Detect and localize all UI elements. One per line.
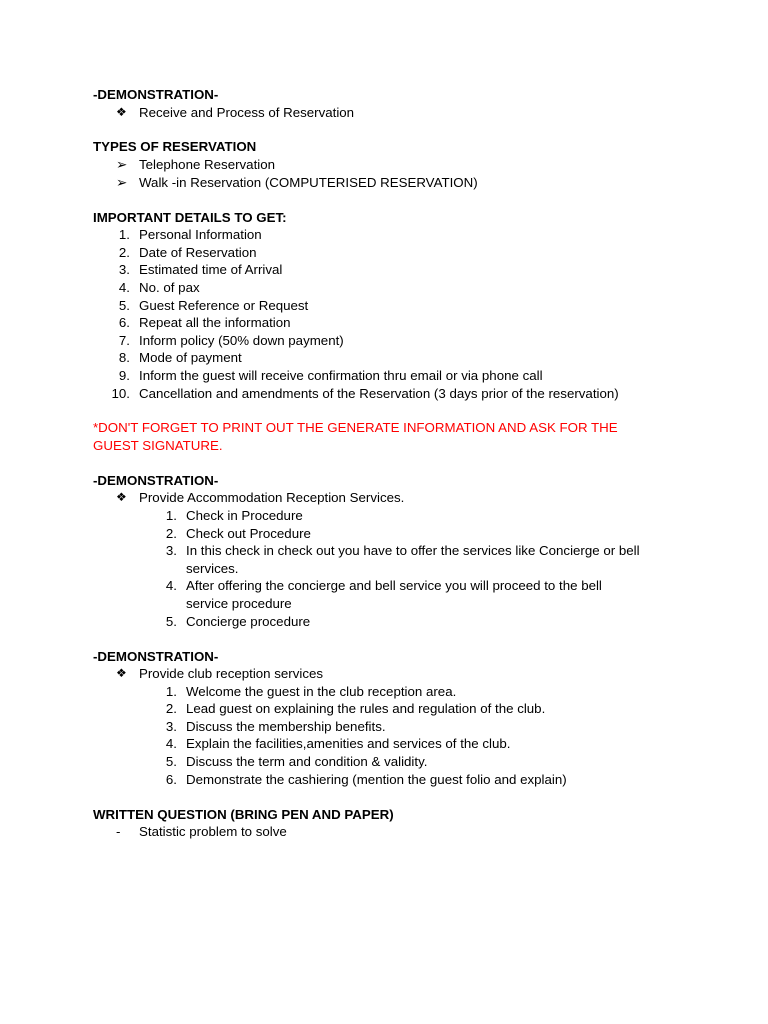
list-number: 3. — [165, 718, 177, 734]
document-body — [93, 86, 693, 841]
diamond-bullet-icon: ❖ — [116, 104, 127, 119]
list-item-text: Discuss the term and condition & validity. — [186, 754, 428, 770]
list-item-text: Inform the guest will receive confirmation thru email or via phone call — [139, 367, 543, 383]
list-item — [93, 385, 693, 403]
list-number: 7. — [118, 332, 130, 348]
print-notice-line-2: GUEST SIGNATURE. — [93, 437, 223, 453]
arrow-bullet-icon: ➢ — [116, 157, 128, 173]
list-item-text: Demonstrate the cashiering (mention the guest folio and explain) — [186, 771, 567, 787]
sub-list-item — [93, 613, 693, 631]
dash-bullet-icon: - — [116, 824, 121, 840]
list-number: 4. — [165, 736, 177, 752]
list-item-text: Discuss the membership benefits. — [186, 718, 386, 734]
sub-list-item — [93, 507, 693, 525]
sub-list-item — [93, 577, 693, 595]
sub-list-item — [93, 718, 693, 736]
list-item-text: Concierge procedure — [186, 613, 311, 629]
list-number: 2. — [165, 525, 177, 541]
list-item — [93, 314, 693, 332]
list-item-text: Guest Reference or Request — [139, 297, 309, 313]
list-item-text: Mode of payment — [139, 350, 242, 366]
section-heading-important-details: IMPORTANT DETAILS TO GET: — [93, 209, 287, 225]
list-item-text: In this check in check out you have to offer the services like Concierge or bell — [186, 543, 640, 559]
list-item-text: Check in Procedure — [186, 508, 303, 524]
list-item — [93, 297, 693, 315]
list-item-text: Provide Accommodation Reception Services. — [139, 490, 405, 506]
list-number: 5. — [165, 613, 177, 629]
list-number: 1. — [118, 227, 130, 243]
list-item — [93, 823, 693, 841]
list-number: 9. — [118, 367, 130, 383]
list-number: 8. — [118, 350, 130, 366]
list-number: 6. — [165, 771, 177, 787]
list-item — [93, 104, 693, 122]
list-item-text-continuation: service procedure — [186, 596, 292, 612]
list-item — [93, 349, 693, 367]
list-item-text: Estimated time of Arrival — [139, 262, 283, 278]
list-number: 4. — [165, 578, 177, 594]
list-item-text-continuation: services. — [186, 560, 239, 576]
section-heading-demonstration-2: -DEMONSTRATION- — [93, 472, 219, 488]
list-number: 1. — [165, 508, 177, 524]
list-item-text: After offering the concierge and bell service you will proceed to the bell — [186, 578, 602, 594]
list-item — [93, 489, 693, 507]
sub-list-item — [93, 771, 693, 789]
list-item-text: Repeat all the information — [139, 315, 291, 331]
list-number: 4. — [118, 279, 130, 295]
list-item-text: Date of Reservation — [139, 244, 257, 260]
list-number: 3. — [118, 262, 130, 278]
sub-list-item-continuation — [93, 560, 693, 578]
list-number: 5. — [165, 754, 177, 770]
list-number: 1. — [165, 683, 177, 699]
sub-list-item — [93, 753, 693, 771]
list-item — [93, 279, 693, 297]
list-item-text: Inform policy (50% down payment) — [139, 332, 344, 348]
section-heading-demonstration-3: -DEMONSTRATION- — [93, 648, 219, 664]
arrow-bullet-icon: ➢ — [116, 174, 128, 190]
list-item-text: Check out Procedure — [186, 525, 311, 541]
section-heading-written-question: WRITTEN QUESTION (BRING PEN AND PAPER) — [93, 806, 394, 822]
list-item-text: Provide club reception services — [139, 666, 324, 682]
diamond-bullet-icon: ❖ — [116, 666, 127, 681]
list-item-text: Statistic problem to solve — [139, 824, 287, 840]
list-item — [93, 244, 693, 262]
sub-list-item — [93, 542, 693, 560]
list-item — [93, 174, 693, 192]
diamond-bullet-icon: ❖ — [116, 490, 127, 505]
list-item-text: Explain the facilities,amenities and services of the club. — [186, 736, 511, 752]
list-item-text: Receive and Process of Reservation — [139, 104, 355, 120]
list-item-text: Personal Information — [139, 227, 262, 243]
list-item-text: Telephone Reservation — [139, 157, 276, 173]
list-number: 2. — [165, 701, 177, 717]
list-item — [93, 226, 693, 244]
list-number: 5. — [118, 297, 130, 313]
list-number: 2. — [118, 244, 130, 260]
list-item — [93, 156, 693, 174]
list-number: 10. — [111, 385, 130, 401]
list-number: 3. — [165, 543, 177, 559]
list-item-text: Welcome the guest in the club reception area. — [186, 683, 457, 699]
list-item — [93, 261, 693, 279]
sub-list-item — [93, 700, 693, 718]
print-notice-line-1: *DON'T FORGET TO PRINT OUT THE GENERATE INFORMATION AND ASK FOR THE — [93, 420, 618, 436]
section-heading-demonstration-1: -DEMONSTRATION- — [93, 87, 219, 102]
list-item — [93, 367, 693, 385]
list-item-text: No. of pax — [139, 279, 200, 295]
sub-list-item — [93, 735, 693, 753]
sub-list-item — [93, 683, 693, 701]
list-item — [93, 332, 693, 350]
sub-list-item — [93, 525, 693, 543]
section-heading-types-of-reservation: TYPES OF RESERVATION — [93, 139, 257, 155]
list-item-text: Cancellation and amendments of the Reservation (3 days prior of the reservation) — [139, 385, 619, 401]
sub-list-item-continuation — [93, 595, 693, 613]
list-item — [93, 665, 693, 683]
list-item-text: Lead guest on explaining the rules and regulation of the club. — [186, 701, 546, 717]
list-item-text: Walk -in Reservation (COMPUTERISED RESERVATION) — [139, 174, 478, 190]
list-number: 6. — [118, 315, 130, 331]
